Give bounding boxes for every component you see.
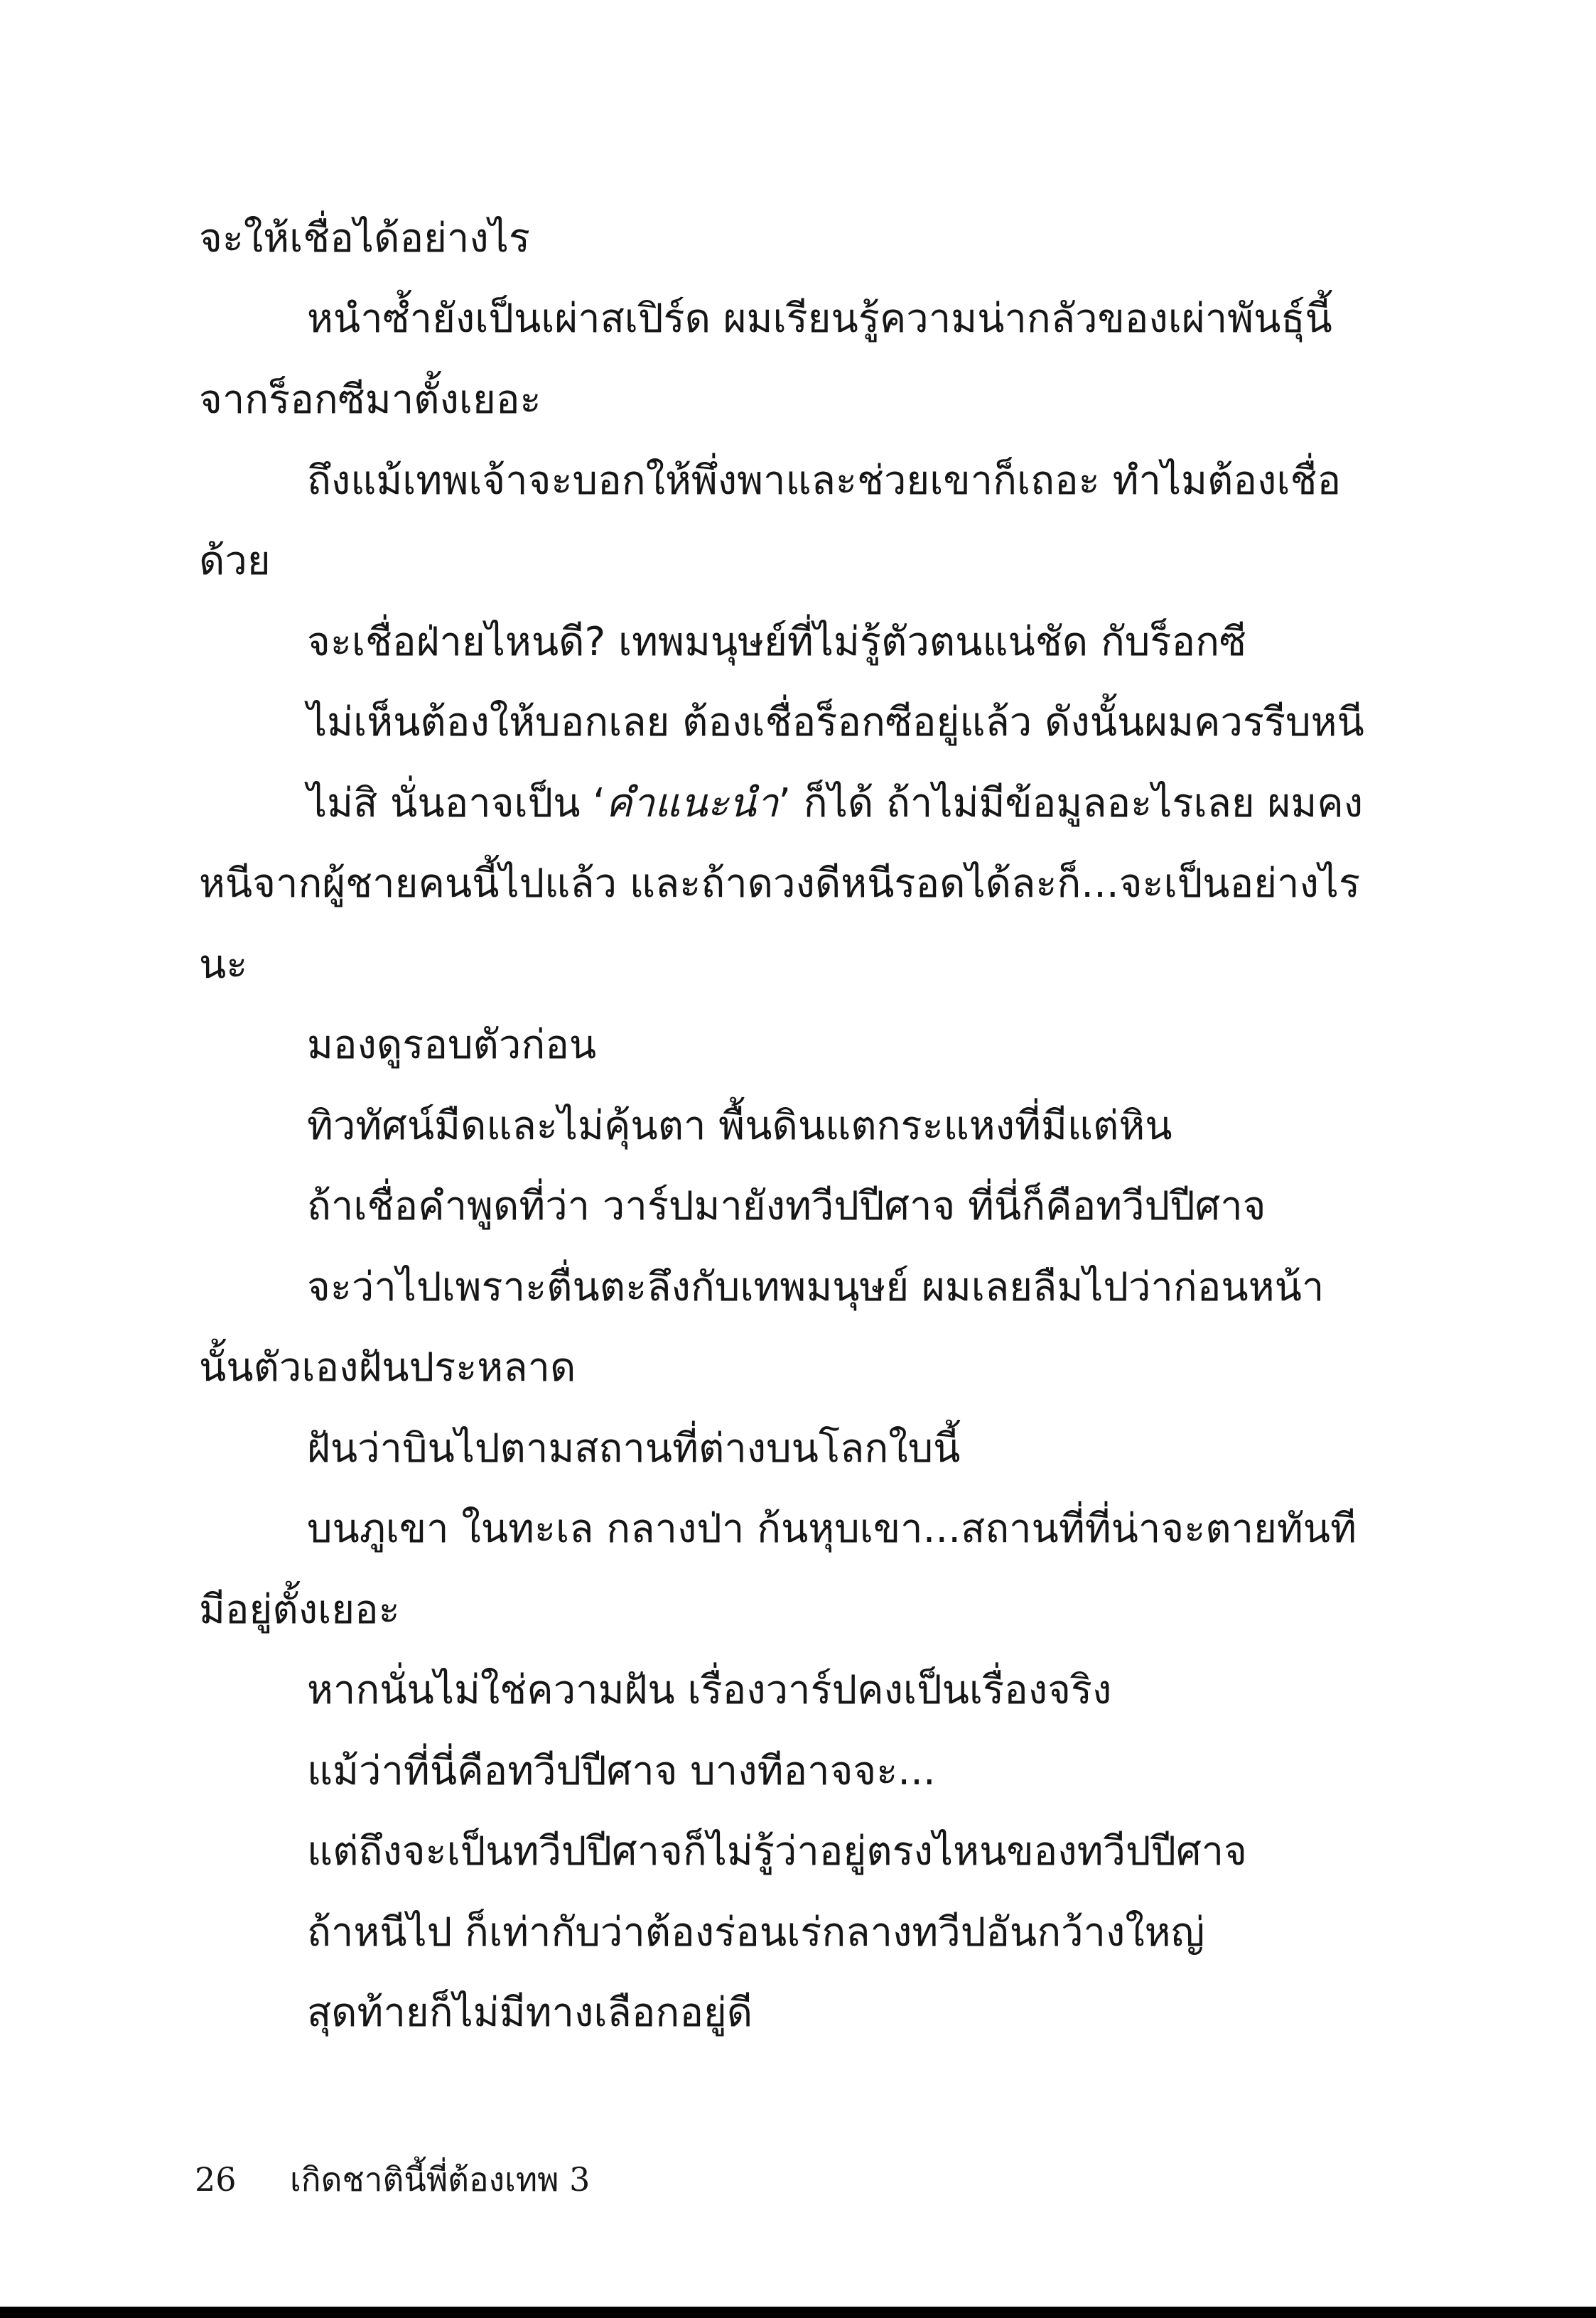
italic-phrase: คำแนะนำ xyxy=(605,780,779,826)
text-line: บนภูเขา ในทะเล กลางป่า ก้นหุบเขา...สถานที่ที่น่าจะตายทันที xyxy=(307,1506,1357,1552)
text-line: มีอยู่ตั้งเยอะ xyxy=(199,1587,400,1633)
text-line: แต่ถึงจะเป็นทวีปปีศาจก็ไม่รู้ว่าอยู่ตรงไหนของทวีปปีศาจ xyxy=(307,1828,1247,1875)
bottom-border-bar xyxy=(0,2307,1596,2318)
page-number: 26 xyxy=(195,2160,237,2199)
text-line: ฝันว่าบินไปตามสถานที่ต่างบนโลกใบนี้ xyxy=(307,1425,961,1472)
text-line: จะเชื่อฝ่ายไหนดี? เทพมนุษย์ที่ไม่รู้ตัวตนแน่ชัด กับร็อกซี xyxy=(307,619,1247,665)
text-line: ถ้าเชื่อคำพูดที่ว่า วาร์ปมายังทวีปปีศาจ ที่นี่ก็คือทวีปปีศาจ xyxy=(307,1183,1266,1229)
text-line: นั้นตัวเองฝันประหลาด xyxy=(199,1344,576,1391)
text-line: ไม่เห็นต้องให้บอกเลย ต้องเชื่อร็อกซีอยู่แล้ว ดังนั้นผมควรรีบหนี xyxy=(307,699,1364,745)
text-run: ’ ก็ได้ ถ้าไม่มีข้อมูลอะไรเลย ผมคง xyxy=(778,780,1364,826)
text-line: แม้ว่าที่นี่คือทวีปปีศาจ บางทีอาจจะ... xyxy=(307,1748,936,1794)
text-line: หากนั่นไม่ใช่ความฝัน เรื่องวาร์ปคงเป็นเรื่องจริง xyxy=(307,1667,1112,1713)
text-line xyxy=(307,780,1364,826)
text-run: ไม่สิ นั่นอาจเป็น ‘ xyxy=(307,780,606,826)
text-line: ด้วย xyxy=(199,538,271,584)
text-line: หนำซ้ำยังเป็นเผ่าสเปิร์ด ผมเรียนรู้ความน่ากลัวของเผ่าพันธุ์นี้ xyxy=(307,296,1332,342)
text-line: ถ้าหนีไป ก็เท่ากับว่าต้องร่อนเร่กลางทวีปอันกว้างใหญ่ xyxy=(307,1909,1205,1956)
text-line: จากร็อกซีมาตั้งเยอะ xyxy=(199,377,541,423)
running-book-title: เกิดชาตินี้พี่ต้องเทพ 3 xyxy=(290,2160,591,2199)
text-line: สุดท้ายก็ไม่มีทางเลือกอยู่ดี xyxy=(307,1990,753,2036)
text-line: หนีจากผู้ชายคนนี้ไปแล้ว และถ้าดวงดีหนีรอดได้ละก็...จะเป็นอย่างไร xyxy=(199,861,1361,907)
text-line: ถึงแม้เทพเจ้าจะบอกให้พึ่งพาและช่วยเขาก็เถอะ ทำไมต้องเชื่อ xyxy=(307,458,1342,504)
text-line: จะให้เชื่อได้อย่างไร xyxy=(199,215,530,262)
text-line: นะ xyxy=(199,942,248,988)
text-line: มองดูรอบตัวก่อน xyxy=(307,1022,597,1068)
text-line: ทิวทัศน์มืดและไม่คุ้นตา พื้นดินแตกระแหงที่มีแต่หิน xyxy=(307,1103,1172,1149)
text-line: จะว่าไปเพราะตื่นตะลึงกับเทพมนุษย์ ผมเลยลืมไปว่าก่อนหน้า xyxy=(307,1264,1325,1310)
